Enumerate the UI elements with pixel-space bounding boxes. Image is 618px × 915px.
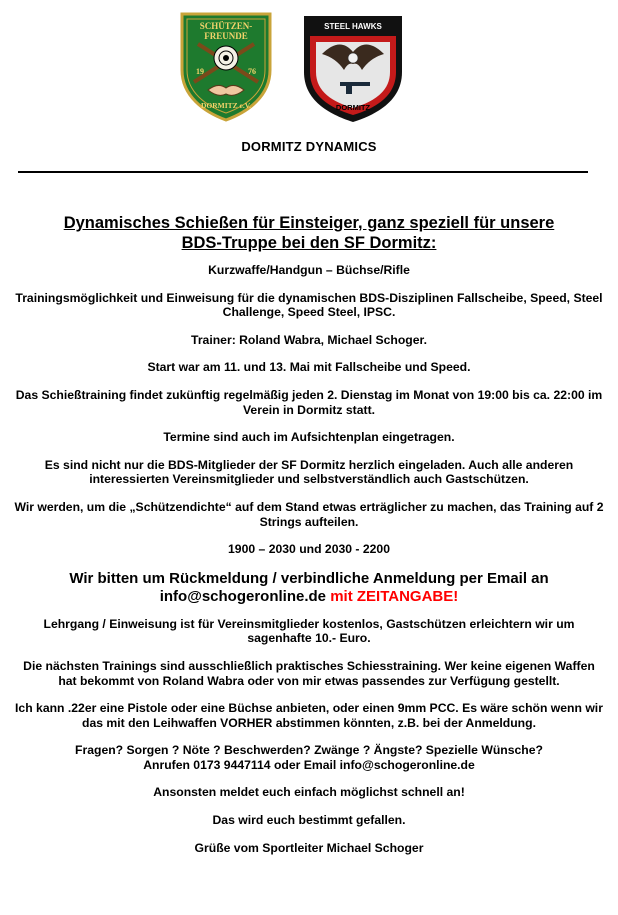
questions-line-1: Fragen? Sorgen ? Nöte ? Beschwerden? Zwänge ? Ängste? Spezielle Wünsche?	[75, 743, 543, 758]
cost-text: Lehrgang / Einweisung ist für Vereinsmitglieder kostenlos, Gastschützen erleichtern wir um sagenhafte 10.- Euro.	[43, 616, 575, 646]
start-text: Start war am 11. und 13. Mai mit Fallscheibe und Speed.	[147, 360, 471, 375]
callout-red-text: mit ZEITANGABE!	[330, 588, 459, 606]
logo-left-text-bottom: DORMITZ e.V.	[200, 101, 252, 110]
schedule-text: Das Schießtraining findet zukünftig regelmäßig jeden 2. Dienstag im Monat von 19:00 bis ca. 22:00 im Verein in Dormitz statt.	[15, 387, 603, 417]
logo-left-year-left: 19	[196, 67, 204, 76]
logo-right-text-bottom: DORMITZ	[335, 103, 371, 112]
logo-right-text-top: STEEL HAWKS	[324, 22, 382, 31]
logo-left-year-right: 76	[248, 67, 256, 76]
main-content	[14, 213, 604, 868]
callout-line-1: Wir bitten um Rückmeldung / verbindliche Anmeldung per Email an	[69, 569, 549, 587]
greeting-text: Grüße vom Sportleiter Michael Schoger	[194, 840, 424, 855]
questions-text	[14, 743, 604, 772]
trainer-text: Trainer: Roland Wabra, Michael Schoger.	[191, 332, 427, 347]
horizontal-rule	[18, 171, 588, 173]
next-trainings-text: Die nächsten Trainings sind ausschließlich praktisches Schiesstraining. Wer keine eigenen Waffen hat bekommt von Roland Wabra oder von mir etwas passendes zur Verfügung gestellt.	[23, 658, 595, 688]
questions-line-2: Anrufen 0173 9447114 oder Email info@schogeronline.de	[143, 757, 475, 772]
logo-area	[0, 12, 618, 124]
invite-text: Es sind nicht nur die BDS-Mitglieder der SF Dormitz herzlich eingeladen. Auch alle anderen interessierten Vereinsmitglieder und selbstverständlich auch Gastschützen.	[44, 457, 574, 487]
schuetzenfreunde-logo	[178, 12, 274, 122]
strings-text: Wir werden, um die „Schützendichte“ auf dem Stand etwas erträglicher zu machen, das Training auf 2 Strings aufteilen.	[14, 499, 604, 529]
weapons-text: Ich kann .22er eine Pistole oder eine Büchse anbieten, oder einen 9mm PCC. Es wäre schön wenn wir das mit den Leihwaffen VORHER abstimmen könnten, z.B. bei der Anmeldung.	[15, 701, 603, 730]
termine-text: Termine sind auch im Aufsichtenplan eingetragen.	[163, 430, 455, 445]
signup-text: Ansonsten meldet euch einfach möglichst schnell an!	[153, 785, 465, 800]
logo-left-text-top: SCHÜTZEN-	[199, 21, 253, 31]
times-text: 1900 – 2030 und 2030 - 2200	[228, 542, 390, 557]
logo-left-text-top2: FREUNDE	[204, 31, 248, 41]
org-name: DORMITZ DYNAMICS	[241, 139, 377, 154]
page-heading	[14, 213, 604, 253]
training-text: Trainingsmöglichkeit und Einweisung für die dynamischen BDS-Disziplinen Fallscheibe, Speed, Steel Challenge, Speed Steel, IPSC.	[15, 290, 603, 320]
steel-hawks-logo	[300, 14, 406, 124]
like-text: Das wird euch bestimmt gefallen.	[212, 813, 406, 828]
heading-line-1: Dynamisches Schießen für Einsteiger, ganz speziell für unsere	[63, 214, 555, 232]
categories-text: Kurzwaffe/Handgun – Büchse/Rifle	[208, 263, 410, 277]
callout-email: info@schogeronline.de	[159, 588, 327, 606]
registration-callout	[14, 570, 604, 607]
heading-line-2: BDS-Truppe bei den SF Dormitz:	[181, 234, 437, 252]
